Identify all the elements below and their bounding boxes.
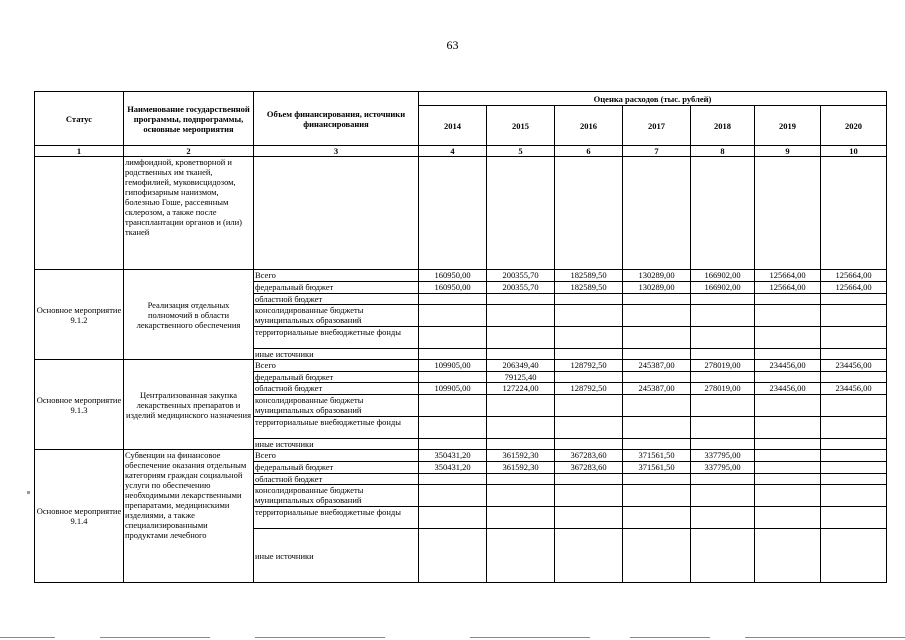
value-cell xyxy=(555,305,623,327)
value-cell xyxy=(755,417,821,439)
value-cell: 361592,30 xyxy=(487,450,555,462)
source-label: Всего xyxy=(254,360,419,372)
value-cell xyxy=(755,372,821,383)
value-cell xyxy=(623,395,691,417)
value-cell xyxy=(419,439,487,450)
value-cell xyxy=(821,529,887,583)
value-cell xyxy=(487,529,555,583)
value-cell: 278019,00 xyxy=(691,360,755,372)
value-cell xyxy=(555,474,623,485)
scan-line xyxy=(470,637,590,638)
value-cell xyxy=(821,395,887,417)
group-name: Субвенции на финансовое обеспечение оказания отдельным категориям граждан социальной услуги по обеспечению необходимыми лекарственными препаратами, медицинскими изделиями, а также специализированными продуктами лечебного xyxy=(124,450,254,583)
value-cell xyxy=(555,417,623,439)
value-cell: 182589,50 xyxy=(555,282,623,294)
group-name: Реализация отдельных полномочий в области лекарственного обеспечения xyxy=(124,270,254,360)
value-cell xyxy=(821,372,887,383)
value-cell: 367283,60 xyxy=(555,462,623,474)
value-cell: 367283,60 xyxy=(555,450,623,462)
scan-mark xyxy=(27,491,30,494)
source-label: иные источники xyxy=(254,529,419,583)
value-cell xyxy=(755,305,821,327)
value-cell: 350431,20 xyxy=(419,462,487,474)
value-cell xyxy=(623,474,691,485)
column-number: 5 xyxy=(487,146,555,157)
scan-line xyxy=(745,637,905,638)
value-cell: 79125,40 xyxy=(487,372,555,383)
value-cell: 182589,50 xyxy=(555,270,623,282)
source-label: иные источники xyxy=(254,349,419,360)
value-cell xyxy=(755,450,821,462)
value-cell xyxy=(755,507,821,529)
value-cell: 234456,00 xyxy=(755,360,821,372)
value-cell: 234456,00 xyxy=(755,383,821,395)
source-label: Всего xyxy=(254,270,419,282)
group-status: Основное мероприятие 9.1.2 xyxy=(35,270,124,360)
value-cell xyxy=(755,462,821,474)
value-cell xyxy=(419,372,487,383)
source-label: территориальные внебюджетные фонды xyxy=(254,327,419,349)
column-number: 2 xyxy=(124,146,254,157)
source-label: территориальные внебюджетные фонды xyxy=(254,507,419,529)
value-cell xyxy=(487,439,555,450)
value-cell: 109905,00 xyxy=(419,383,487,395)
value-cell xyxy=(419,305,487,327)
value-cell xyxy=(691,305,755,327)
value-cell: 234456,00 xyxy=(821,360,887,372)
value-cell xyxy=(419,327,487,349)
value-cell xyxy=(419,485,487,507)
table-row xyxy=(35,157,887,270)
value-cell xyxy=(419,417,487,439)
value-cell xyxy=(821,294,887,305)
value-cell xyxy=(623,507,691,529)
value-cell xyxy=(821,349,887,360)
value-cell xyxy=(623,349,691,360)
value-cell: 200355,70 xyxy=(487,270,555,282)
value-cell xyxy=(419,294,487,305)
value-cell xyxy=(691,507,755,529)
value-cell xyxy=(623,417,691,439)
value-cell xyxy=(419,507,487,529)
scan-line xyxy=(0,637,55,638)
value-cell: 125664,00 xyxy=(821,282,887,294)
value-cell xyxy=(487,417,555,439)
value-cell: 166902,00 xyxy=(691,270,755,282)
value-cell xyxy=(691,395,755,417)
header-year: 2018 xyxy=(691,106,755,146)
header-year: 2014 xyxy=(419,106,487,146)
value-cell: 130289,00 xyxy=(623,282,691,294)
continuation-name: лимфоидной, кроветворной и родственных им тканей, гемофилией, муковисцидозом, гипофизарным нанизмом, болезнью Гоше, рассеянным склерозом, а также после трансплантации органов и (или) тканей xyxy=(124,157,254,270)
source-label: областной бюджет xyxy=(254,474,419,485)
value-cell: 160950,00 xyxy=(419,282,487,294)
value-cell xyxy=(487,485,555,507)
source-label: консолидированные бюджеты муниципальных образований xyxy=(254,305,419,327)
value-cell xyxy=(487,395,555,417)
value-cell xyxy=(755,294,821,305)
value-cell xyxy=(691,294,755,305)
value-cell xyxy=(755,474,821,485)
value-cell xyxy=(691,372,755,383)
source-label: консолидированные бюджеты муниципальных образований xyxy=(254,485,419,507)
table-row xyxy=(35,450,887,462)
value-cell xyxy=(623,294,691,305)
value-cell xyxy=(419,529,487,583)
value-cell xyxy=(821,485,887,507)
column-number: 6 xyxy=(555,146,623,157)
source-label: консолидированные бюджеты муниципальных образований xyxy=(254,395,419,417)
value-cell xyxy=(487,327,555,349)
value-cell xyxy=(821,450,887,462)
page-number: 63 xyxy=(446,38,459,52)
value-cell xyxy=(555,395,623,417)
value-cell: 130289,00 xyxy=(623,270,691,282)
value-cell: 125664,00 xyxy=(821,270,887,282)
value-cell: 337795,00 xyxy=(691,462,755,474)
value-cell: 234456,00 xyxy=(821,383,887,395)
scan-line xyxy=(630,637,710,638)
value-cell xyxy=(555,485,623,507)
column-number: 8 xyxy=(691,146,755,157)
value-cell xyxy=(555,294,623,305)
value-cell xyxy=(821,327,887,349)
value-cell xyxy=(487,349,555,360)
value-cell xyxy=(755,395,821,417)
value-cell: 371561,50 xyxy=(623,450,691,462)
value-cell xyxy=(623,327,691,349)
value-cell xyxy=(555,439,623,450)
column-number: 4 xyxy=(419,146,487,157)
source-label: федеральный бюджет xyxy=(254,282,419,294)
value-cell: 371561,50 xyxy=(623,462,691,474)
value-cell xyxy=(555,372,623,383)
value-cell: 166902,00 xyxy=(691,282,755,294)
value-cell: 200355,70 xyxy=(487,282,555,294)
value-cell xyxy=(755,349,821,360)
header-name: Наименование государственной программы, подпрограммы, основные мероприятия xyxy=(124,92,254,146)
value-cell: 206349,40 xyxy=(487,360,555,372)
value-cell xyxy=(623,439,691,450)
value-cell xyxy=(755,485,821,507)
group-name: Централизованная закупка лекарственных препаратов и изделий медицинского назначения xyxy=(124,360,254,450)
column-number: 10 xyxy=(821,146,887,157)
value-cell: 160950,00 xyxy=(419,270,487,282)
table-row xyxy=(35,360,887,372)
value-cell xyxy=(691,349,755,360)
value-cell: 125664,00 xyxy=(755,270,821,282)
header-year: 2015 xyxy=(487,106,555,146)
value-cell xyxy=(623,305,691,327)
value-cell: 361592,30 xyxy=(487,462,555,474)
value-cell xyxy=(419,474,487,485)
source-label: областной бюджет xyxy=(254,383,419,395)
source-label: областной бюджет xyxy=(254,294,419,305)
column-number: 3 xyxy=(254,146,419,157)
value-cell xyxy=(691,417,755,439)
column-number: 9 xyxy=(755,146,821,157)
value-cell xyxy=(691,327,755,349)
value-cell xyxy=(821,474,887,485)
value-cell xyxy=(419,349,487,360)
value-cell: 350431,20 xyxy=(419,450,487,462)
value-cell xyxy=(755,529,821,583)
scan-line xyxy=(255,637,385,638)
table-row xyxy=(35,270,887,282)
value-cell xyxy=(555,327,623,349)
value-cell xyxy=(623,372,691,383)
value-cell xyxy=(821,417,887,439)
value-cell xyxy=(821,439,887,450)
value-cell xyxy=(555,349,623,360)
group-status: Основное мероприятие 9.1.3 xyxy=(35,360,124,450)
value-cell xyxy=(555,507,623,529)
value-cell xyxy=(755,439,821,450)
column-number: 7 xyxy=(623,146,691,157)
value-cell: 128792,50 xyxy=(555,360,623,372)
source-label: Всего xyxy=(254,450,419,462)
value-cell xyxy=(487,507,555,529)
status-cell xyxy=(35,157,124,270)
header-year: 2019 xyxy=(755,106,821,146)
scan-line xyxy=(100,637,210,638)
header-financing: Объем финансирования, источники финансирования xyxy=(254,92,419,146)
column-number: 1 xyxy=(35,146,124,157)
value-cell xyxy=(487,305,555,327)
value-cell xyxy=(487,474,555,485)
header-year: 2017 xyxy=(623,106,691,146)
value-cell xyxy=(821,305,887,327)
source-label: федеральный бюджет xyxy=(254,462,419,474)
value-cell xyxy=(419,395,487,417)
value-cell xyxy=(755,327,821,349)
group-status: Основное мероприятие 9.1.4 xyxy=(35,450,124,583)
source-label: иные источники xyxy=(254,439,419,450)
value-cell: 337795,00 xyxy=(691,450,755,462)
header-estimate: Оценка расходов (тыс. рублей) xyxy=(419,92,887,106)
value-cell xyxy=(821,462,887,474)
value-cell xyxy=(821,507,887,529)
value-cell xyxy=(623,529,691,583)
value-cell xyxy=(691,485,755,507)
value-cell: 278019,00 xyxy=(691,383,755,395)
value-cell xyxy=(691,529,755,583)
value-cell xyxy=(623,485,691,507)
value-cell xyxy=(691,474,755,485)
value-cell xyxy=(691,439,755,450)
value-cell: 245387,00 xyxy=(623,383,691,395)
value-cell: 125664,00 xyxy=(755,282,821,294)
source-label: федеральный бюджет xyxy=(254,372,419,383)
source-label: территориальные внебюджетные фонды xyxy=(254,417,419,439)
value-cell xyxy=(555,529,623,583)
header-status: Статус xyxy=(35,92,124,146)
header-year: 2016 xyxy=(555,106,623,146)
value-cell xyxy=(487,294,555,305)
header-year: 2020 xyxy=(821,106,887,146)
value-cell: 127224,00 xyxy=(487,383,555,395)
value-cell: 245387,00 xyxy=(623,360,691,372)
value-cell: 128792,50 xyxy=(555,383,623,395)
value-cell: 109905,00 xyxy=(419,360,487,372)
budget-table xyxy=(34,91,887,583)
